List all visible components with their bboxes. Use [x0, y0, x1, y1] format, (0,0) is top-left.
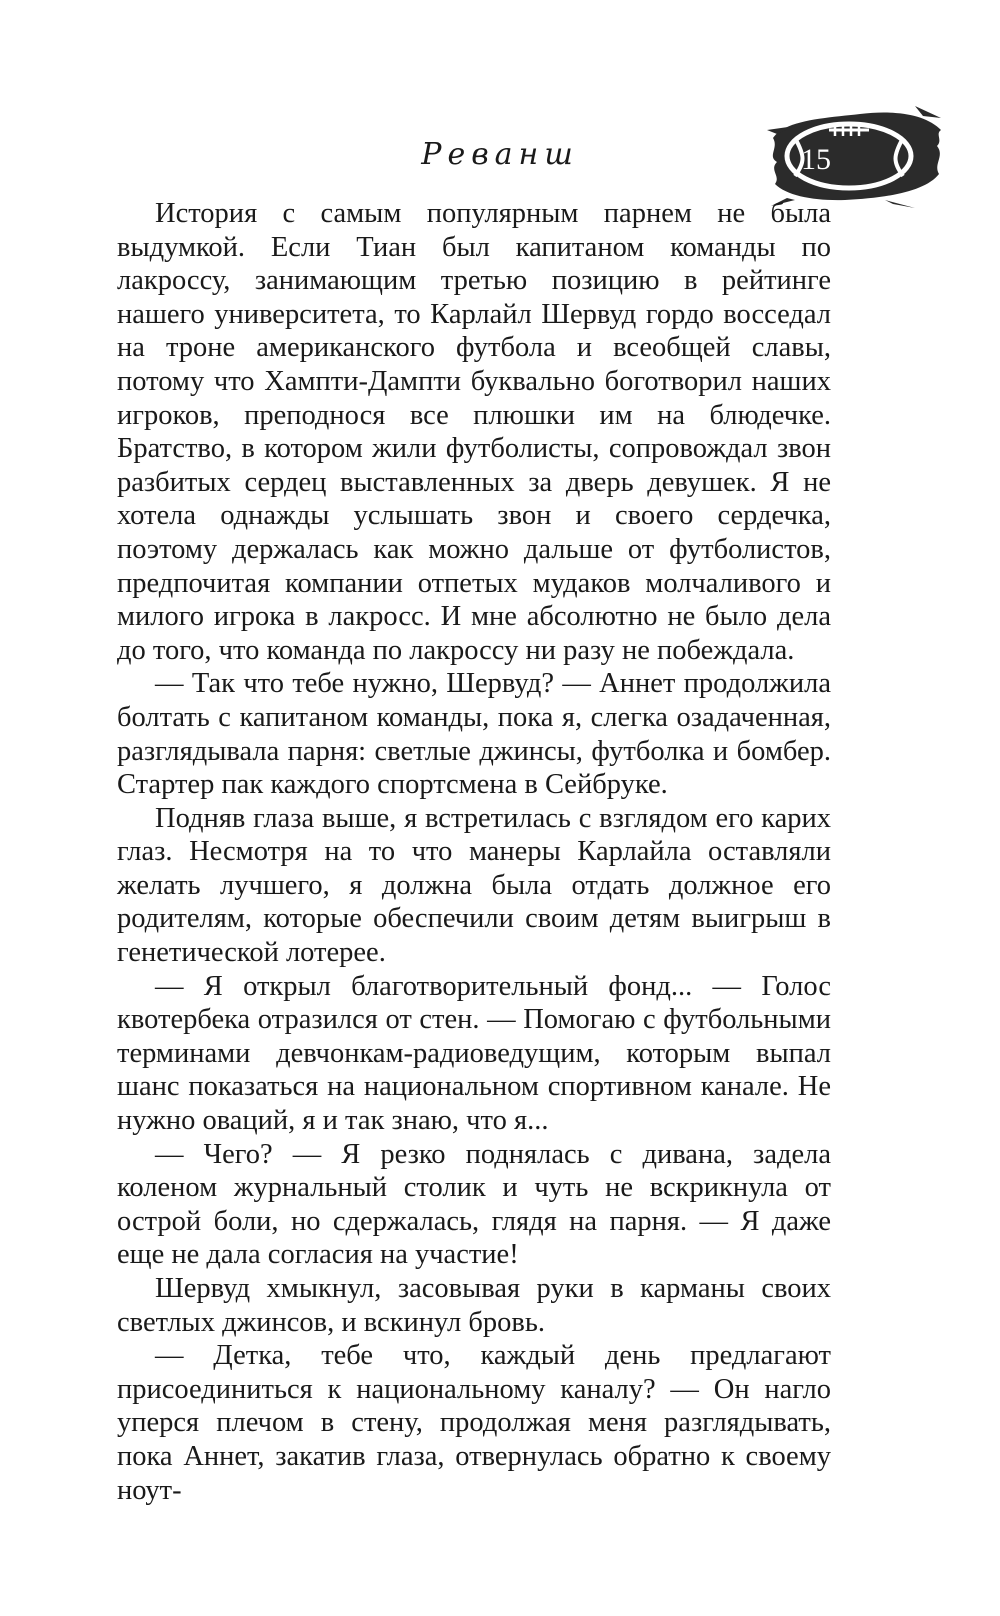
paragraph: Шервуд хмыкнул, засовывая руки в карманы своих светлых джинсов, и вскинул бровь. [117, 1273, 831, 1338]
paragraph: — Детка, тебе что, каждый день предлагают присоединиться к национальному каналу? — Он нагло уперся плечом в стену, продолжая меня разглядывать, пока Аннет, закатив глаза, отвернулась обратно к своему ноут- [117, 1340, 831, 1506]
paragraph: — Так что тебе нужно, Шервуд? — Аннет продолжила болтать с капитаном команды, пока я, слегка озадаченная, разглядывала парня: светлые джинсы, футболка и бомбер. Стартер пак каждого спортсмена в Сейбруке. [117, 668, 831, 801]
paragraph: — Чего? — Я резко поднялась с дивана, задела коленом журнальный столик и чуть не вскрикнула от острой боли, но сдержалась, глядя на парня. — Я даже еще не дала согласия на участие! [117, 1138, 831, 1271]
paragraph: — Я открыл благотворительный фонд... — Голос квотербека отразился от стен. — Помогаю с футбольными терминами девчонкам-радиоведущим, которым выпал шанс показаться на национальном спортивном канале. Не нужно оваций, я и так знаю, что я... [117, 970, 831, 1137]
running-title: Реванш [421, 137, 579, 172]
body-text [117, 197, 831, 1507]
page-number: 15 [801, 143, 831, 176]
paragraph: Подняв глаза выше, я встретилась с взглядом его карих глаз. Несмотря на то что манеры Карлайла оставляли желать лучшего, я должна была отдать должное его родителям, которые обеспечили своим детям выигрыш в генетической лотерее. [117, 802, 831, 969]
paragraph: История с самым популярным парнем не была выдумкой. Если Тиан был капитаном команды по лакроссу, занимающим третью позицию в рейтинге нашего университета, то Карлайл Шервуд гордо восседал на троне американского футбола и всеобщей славы, потому что Хампти-Дампти буквально боготворил наших игроков, преподнося все плюшки им на блюдечке. Братство, в котором жили футболисты, сопровождал звон разбитых сердец выставленных за дверь девушек. Я не хотела однажды услышать звон и своего сердечка, поэтому держалась как можно дальше от футболистов, предпочитая компании отпетых мудаков молчаливого и милого игрока в лакросс. И мне абсолютно не было дела до того, что команда по лакроссу ни разу не побеждала. [117, 198, 831, 666]
